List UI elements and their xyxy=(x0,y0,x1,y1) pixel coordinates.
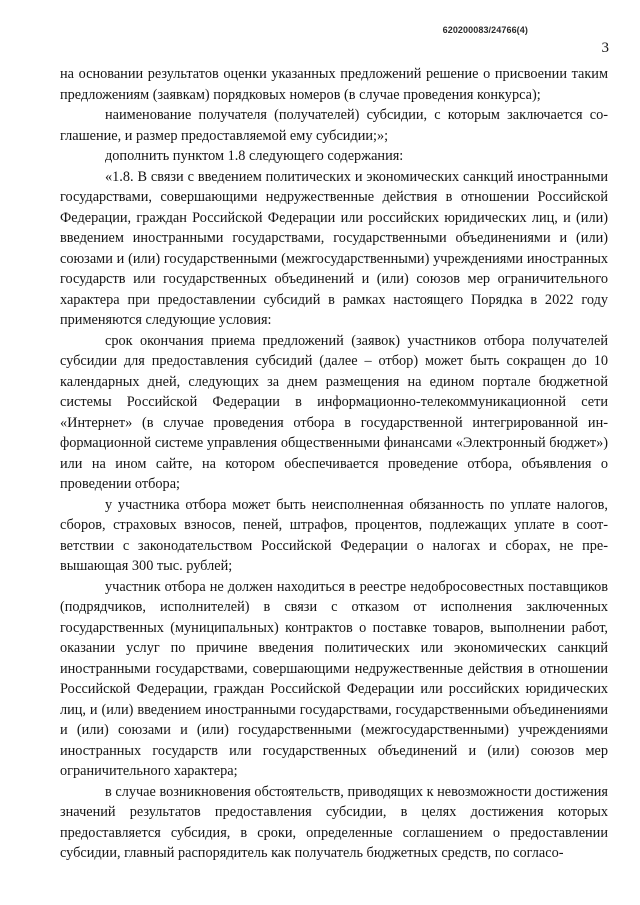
paragraph-clause-1-8: «1.8. В связи с введением политических и экономических санкций иностранными государствами, совершающими недружественные действия в отношении Российской Федерации, граждан Российской Федерации или российских юридических лиц, и (или) введением иностранными государствами, государственными объединениями и (или) союзами и (или) государственными (межгосударственными) учреждениями иностранных государств или государственных объединений и (или) союзов мер ограничительного характера при предоставлении субсидий в рамках настоящего Порядка в 2022 году применяются следующие условия: xyxy=(60,168,608,328)
paragraph: дополнить пунктом 1.8 следующего содержания: xyxy=(105,148,404,164)
paragraph: срок окончания приема предложений (заявок) участников отбора получателей субсидии для предоставления субсидий (далее – отбор) может быть сокращен до 10 календарных дней, следующих за днем размещения на едином портале бюджетной системы Российской Федерации в информационно-телекоммуникационной сети «Интернет» (в случае проведения отбора в государственной интегрированной информационной системе управления общественными финансами «Электронный бюджет») или на ином сайте, на котором обеспечивается проведение отбора, объявления о проведении отбора; xyxy=(60,332,608,492)
paragraph: участник отбора не должен находиться в реестре недобросовестных поставщиков (подрядчиков, исполнителей) в связи с отказом от исполнения заключенных государственных (муниципальных) контрактов о поставке товаров, выполнении работ, оказании услуг по причине введения политических или экономических санкций иностранными государствами, совершающими недружественные действия в отношении Российской Федерации, граждан Российской Федерации или российских юридических лиц, и (или) введением иностранными государствами, государственными объединениями и (или) союзами и (или) государственными (межгосударственными) учреждениями иностранных государств или государственных объединений и (или) союзов мер ограничительного характера; xyxy=(60,578,608,779)
paragraph-continuation: на основании результатов оценки указанных предложений решение о присвоении таким предложениям (заявкам) порядковых номеров (в случае проведения конкурса); xyxy=(60,66,608,103)
page-number: 3 xyxy=(601,40,609,56)
paragraph: у участника отбора может быть неисполненная обязанность по уплате налогов, сборов, страховых взносов, пеней, штрафов, процентов, подлежащих уплате в соответствии с законодательством Российской Федерации о налогах и сборах, не превышающая 300 тыс. рублей; xyxy=(60,496,608,574)
document-body xyxy=(60,64,608,864)
paragraph: наименование получателя (получателей) субсидии, с которым заключается соглашение, и размер предоставляемой ему субсидии;»; xyxy=(60,107,608,144)
document-code: 620200083/24766(4) xyxy=(442,25,528,35)
paragraph: в случае возникновения обстоятельств, приводящих к невозможности достижения значений результатов предоставления субсидии, в целях достижения которых предоставляется субсидия, в сроки, определенные соглашением о предоставлении субсидии, главный распорядитель как получатель бюджетных средств, по согласо- xyxy=(60,783,608,861)
